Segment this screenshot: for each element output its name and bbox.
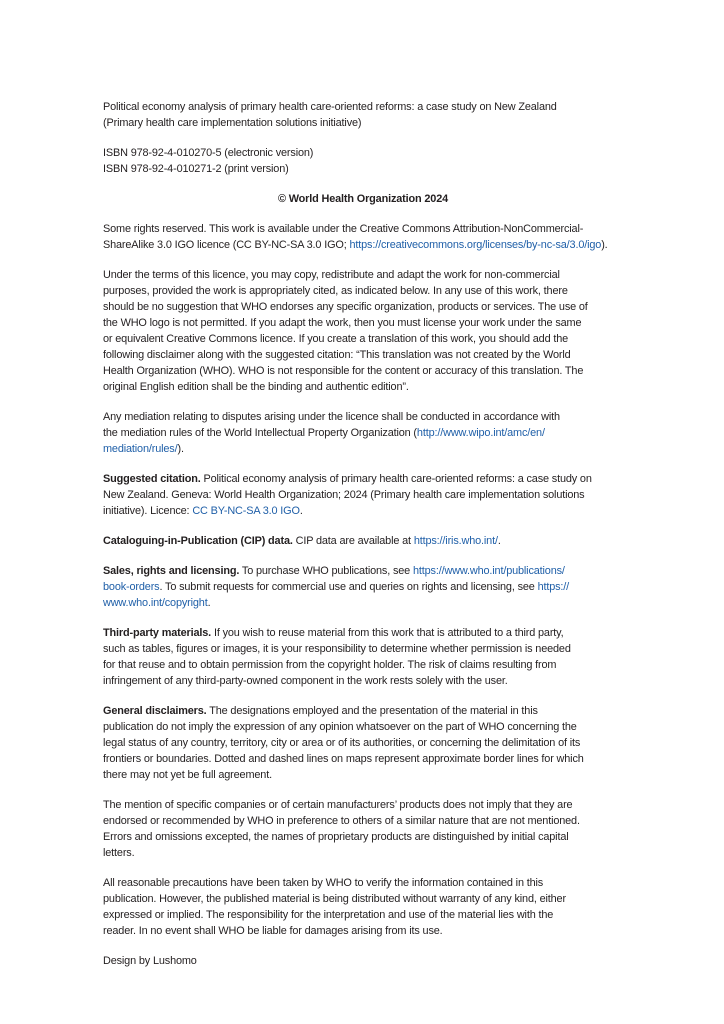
rights-text: ). — [601, 239, 608, 251]
copyright-notice: © World Health Organization 2024 — [277, 193, 449, 205]
terms-line: the WHO logo is not permitted. If you adapt the work, then you must license your work under the same — [103, 317, 582, 329]
mediation-line — [103, 441, 623, 457]
terms-line: should be no suggestion that WHO endorses any specific organization, products or services. The use of — [103, 301, 588, 313]
rights-paragraph — [103, 221, 623, 253]
general-disclaimers-paragraph — [103, 703, 623, 783]
mention-paragraph — [103, 797, 623, 861]
sales-paragraph — [103, 563, 623, 611]
terms-line: following disclaimer along with the suggested citation: “This translation was not created by the World — [103, 349, 571, 361]
isbn-block — [103, 145, 623, 177]
cip-line — [103, 533, 623, 549]
cc-license-link[interactable]: https://creativecommons.org/licenses/by-nc-sa/3.0/igo — [349, 239, 602, 251]
terms-line: purposes, provided the work is appropriately cited, as indicated below. In any use of this work, there — [103, 285, 568, 297]
licence-link[interactable]: CC BY-NC-SA 3.0 IGO — [192, 505, 300, 517]
general-text: The designations employed and the presentation of the material in this — [206, 705, 538, 717]
mention-line: Errors and omissions excepted, the names of proprietary products are distinguished by initial capital — [103, 831, 569, 843]
third-party-line: such as tables, figures or images, it is your responsibility to determine whether permission is needed — [103, 643, 571, 655]
citation-paragraph — [103, 471, 623, 519]
terms-line: original English edition shall be the binding and authentic edition”. — [103, 381, 409, 393]
iris-link[interactable]: https://iris.who.int/ — [413, 535, 498, 547]
copyright-link-cont[interactable]: www.who.int/copyright — [103, 597, 208, 609]
publications-link[interactable]: https://www.who.int/publications/ — [412, 565, 565, 577]
wipo-link[interactable]: http://www.wipo.int/amc/en/ — [416, 427, 545, 439]
precautions-paragraph — [103, 875, 623, 939]
sales-heading: Sales, rights and licensing. — [103, 565, 240, 577]
cip-text: CIP data are available at — [292, 535, 414, 547]
sales-text: To purchase WHO publications, see — [239, 565, 413, 577]
mediation-text: the mediation rules of the World Intellectual Property Organization ( — [103, 427, 417, 439]
general-line: legal status of any country, territory, city or area or of its authorities, or concerning the delimitation of its — [103, 737, 581, 749]
sales-text: . — [207, 597, 211, 609]
sales-text: . To submit requests for commercial use and queries on rights and licensing, see — [159, 581, 538, 593]
cip-text: . — [497, 535, 501, 547]
isbn-print: ISBN 978-92-4-010271-2 (print version) — [103, 163, 289, 175]
cip-paragraph — [103, 533, 623, 549]
general-line: frontiers or boundaries. Dotted and dashed lines on maps represent approximate border lines for which — [103, 753, 584, 765]
citation-heading: Suggested citation. — [103, 473, 201, 485]
mediation-paragraph — [103, 409, 623, 457]
third-party-heading: Third-party materials. — [103, 627, 212, 639]
rights-line: Some rights reserved. This work is available under the Creative Commons Attribution-NonCommercial- — [103, 223, 584, 235]
precautions-line: expressed or implied. The responsibility for the interpretation and use of the material lies with the — [103, 909, 554, 921]
citation-line — [103, 471, 623, 487]
publications-link-cont[interactable]: book-orders — [103, 581, 160, 593]
general-line: publication do not imply the expression of any opinion whatsoever on the part of WHO concerning the — [103, 721, 577, 733]
sales-line — [103, 595, 623, 611]
terms-paragraph — [103, 267, 623, 395]
mediation-line — [103, 425, 623, 441]
citation-text: . — [299, 505, 303, 517]
third-party-line — [103, 625, 623, 641]
rights-text: ShareAlike 3.0 IGO licence (CC BY-NC-SA 3.0 IGO; — [103, 239, 350, 251]
third-party-line: for that reuse and to obtain permission from the copyright holder. The risk of claims resulting from — [103, 659, 557, 671]
cip-heading: Cataloguing-in-Publication (CIP) data. — [103, 535, 293, 547]
page-content — [103, 99, 623, 983]
title-line: Political economy analysis of primary health care-oriented reforms: a case study on New Zealand — [103, 101, 557, 113]
citation-line: New Zealand. Geneva: World Health Organization; 2024 (Primary health care implementation solutions — [103, 489, 585, 501]
citation-text: initiative). Licence: — [103, 505, 193, 517]
general-heading: General disclaimers. — [103, 705, 207, 717]
mention-line: endorsed or recommended by WHO in preference to others of a similar nature that are not mentioned. — [103, 815, 580, 827]
title-line: (Primary health care implementation solutions initiative) — [103, 117, 362, 129]
terms-line: Health Organization (WHO). WHO is not responsible for the content or accuracy of this translation. The — [103, 365, 584, 377]
rights-line — [103, 237, 623, 253]
precautions-line: All reasonable precautions have been taken by WHO to verify the information contained in this — [103, 877, 544, 889]
terms-line: Under the terms of this licence, you may copy, redistribute and adapt the work for non-commercial — [103, 269, 560, 281]
citation-line — [103, 503, 623, 519]
sales-line — [103, 579, 623, 595]
mediation-line: Any mediation relating to disputes arising under the licence shall be conducted in accordance with — [103, 411, 560, 423]
design-credit: Design by Lushomo — [103, 955, 197, 967]
mediation-text: ). — [177, 443, 184, 455]
general-line: there may not yet be full agreement. — [103, 769, 272, 781]
citation-text: Political economy analysis of primary health care-oriented reforms: a case study on — [200, 473, 592, 485]
terms-line: or equivalent Creative Commons licence. If you create a translation of this work, you should add the — [103, 333, 569, 345]
third-party-text: If you wish to reuse material from this work that is attributed to a third party, — [211, 627, 564, 639]
wipo-link-cont[interactable]: mediation/rules/ — [103, 443, 178, 455]
copyright-link[interactable]: https:// — [537, 581, 570, 593]
third-party-paragraph — [103, 625, 623, 689]
precautions-line: reader. In no event shall WHO be liable for damages arising from its use. — [103, 925, 443, 937]
precautions-line: publication. However, the published material is being distributed without warranty of any kind, either — [103, 893, 566, 905]
mention-line: The mention of specific companies or of certain manufacturers’ products does not imply that they are — [103, 799, 573, 811]
document-title — [103, 99, 623, 131]
mention-line: letters. — [103, 847, 135, 859]
third-party-line: infringement of any third-party-owned component in the work rests solely with the user. — [103, 675, 508, 687]
isbn-electronic: ISBN 978-92-4-010270-5 (electronic version) — [103, 147, 314, 159]
sales-line — [103, 563, 623, 579]
general-line — [103, 703, 623, 719]
